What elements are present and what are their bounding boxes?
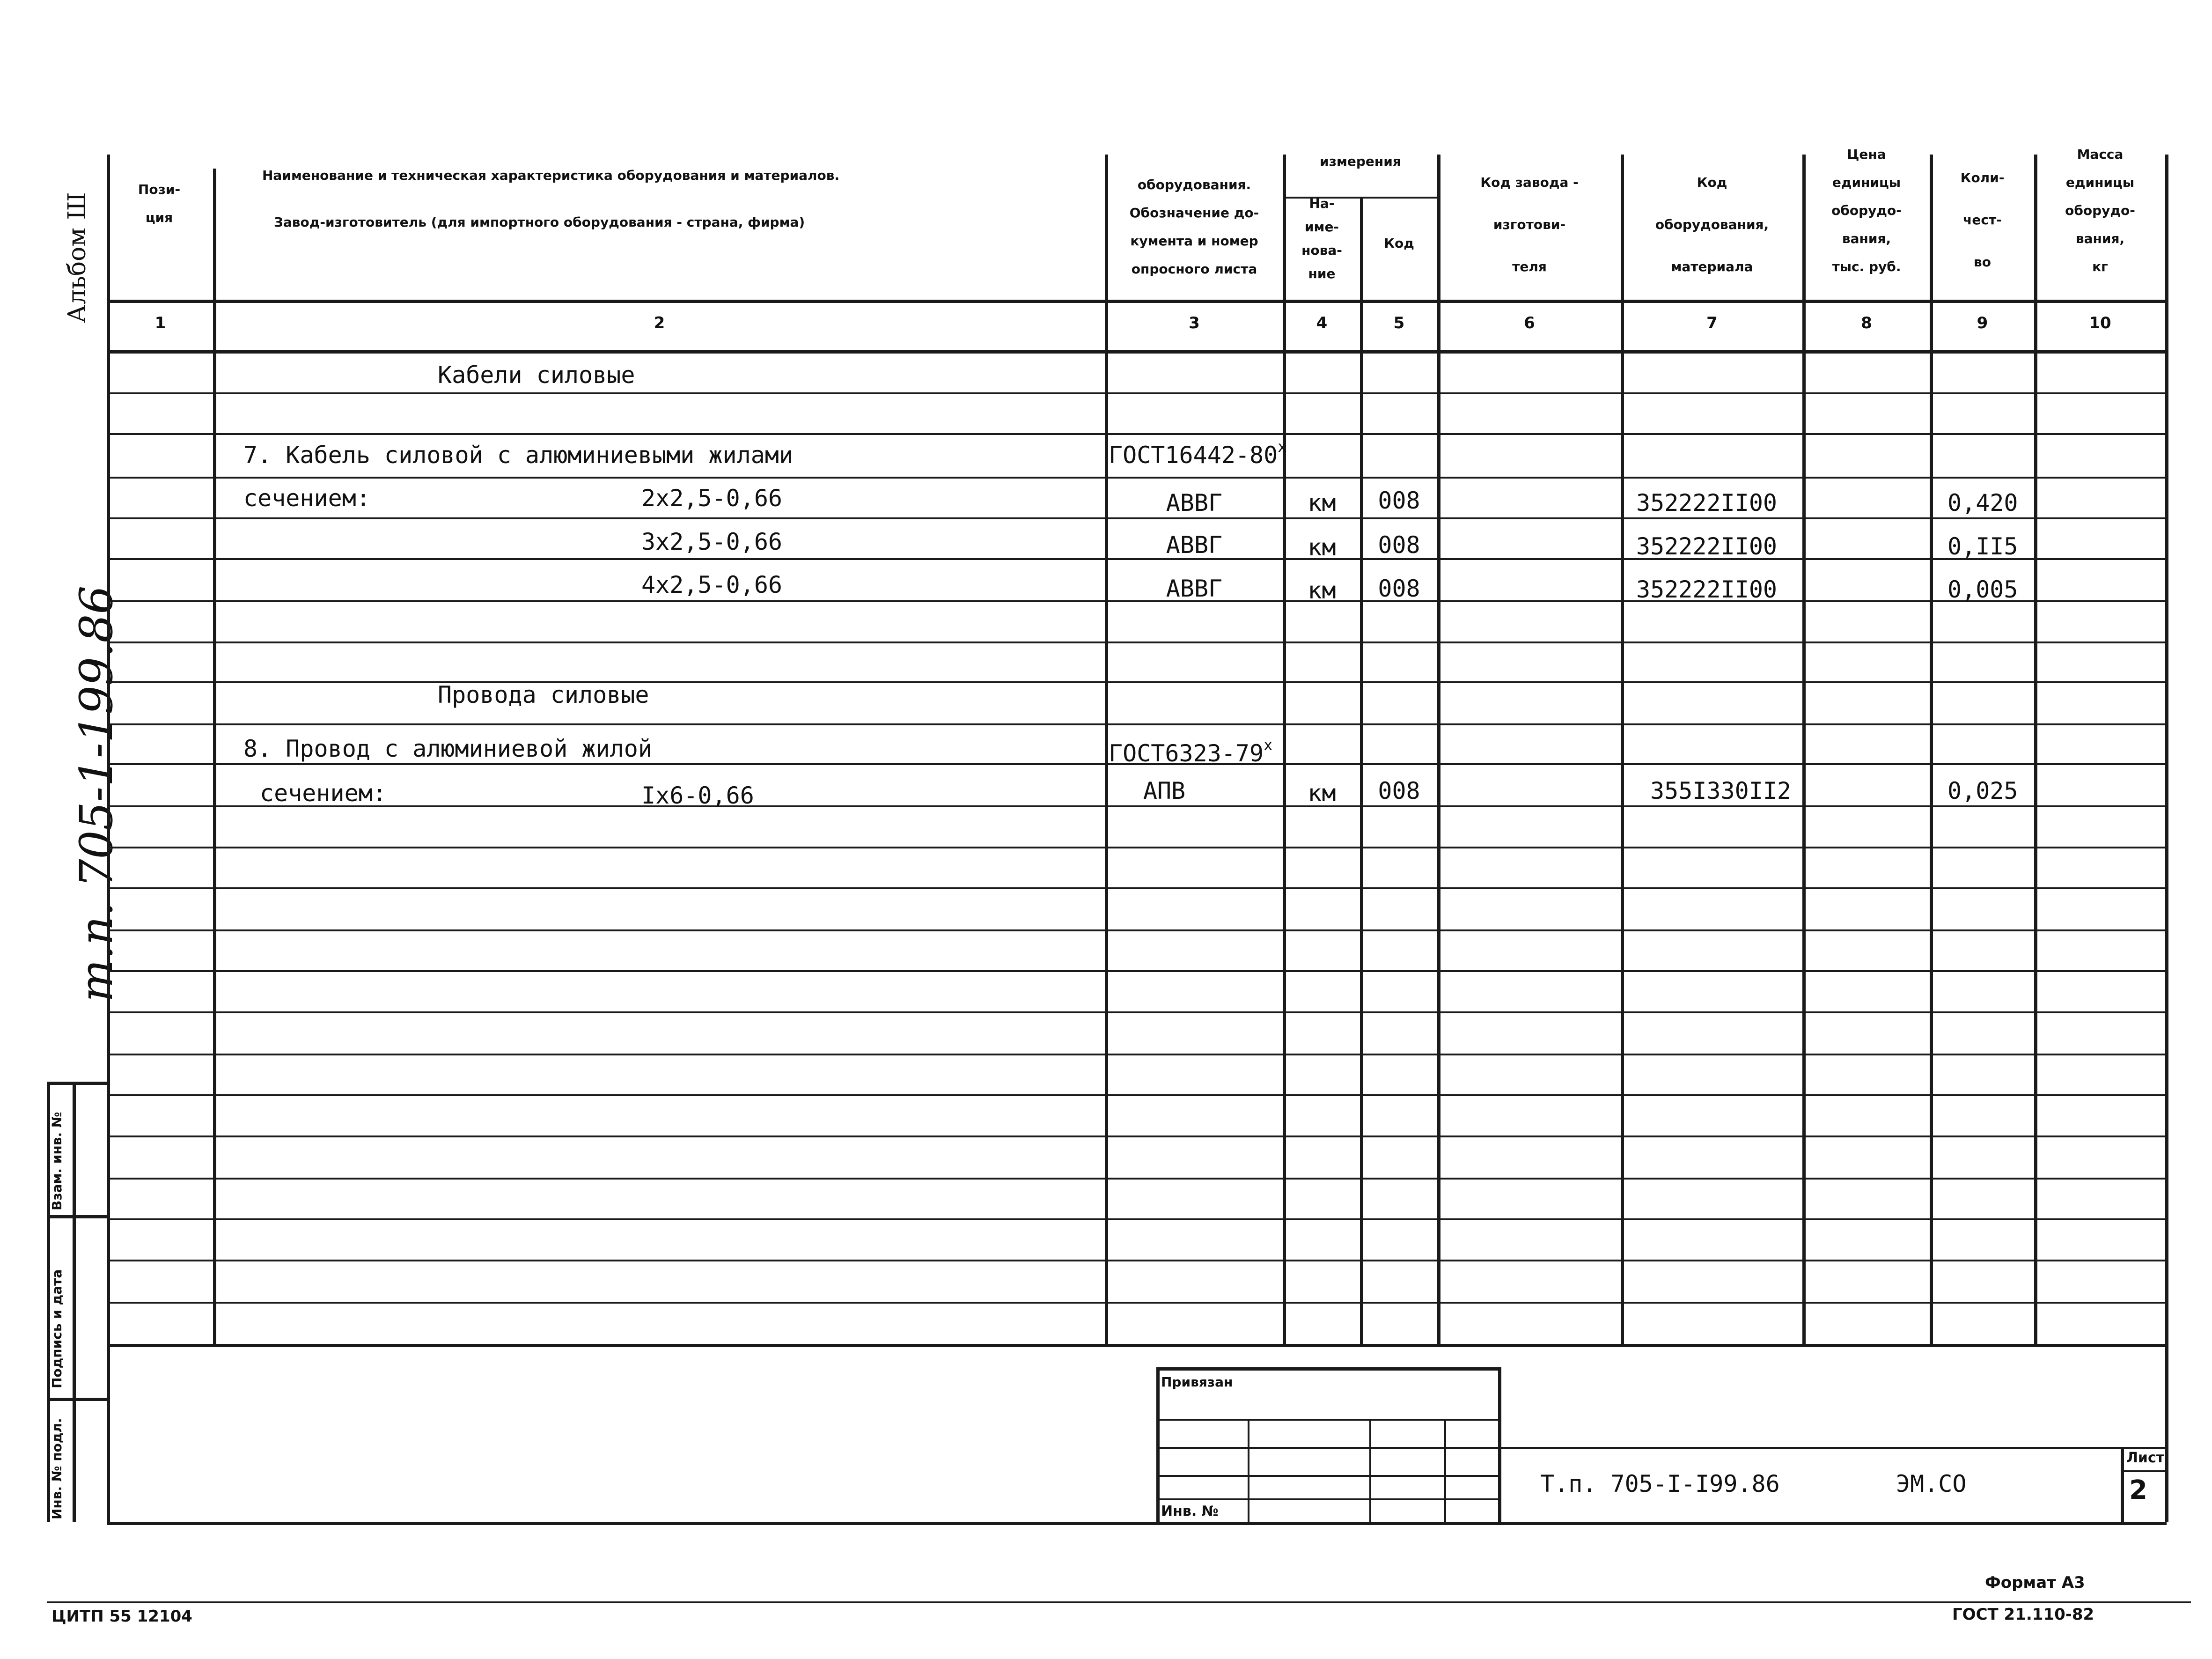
stamp-signature-date: Подпись и дата	[49, 1269, 65, 1388]
section-cables-title: Кабели силовые	[438, 361, 635, 389]
colnum-3: 3	[1189, 314, 1200, 332]
colnum-6: 6	[1524, 314, 1535, 332]
colnum-8: 8	[1861, 314, 1872, 332]
cable1-size: 2х2,5-0,66	[641, 485, 783, 512]
item8-section-label: сечением:	[260, 780, 387, 807]
section-wires-title: Провода силовые	[438, 681, 649, 708]
header-col1: Пози- ция	[138, 182, 181, 225]
project-code-handwritten: т.п. 705-1-199.86	[70, 585, 123, 1002]
item7-doc: $ГОСТ16442-80^х$	[1109, 438, 1287, 469]
cable2-code: 008	[1378, 531, 1420, 559]
cable1-code: 008	[1378, 487, 1420, 514]
header-col45-top: измерения	[1320, 154, 1401, 169]
wire1-qty: 0,025	[1947, 777, 2018, 804]
header-col3: оборудования. Обозначение до- кумента и номер опросного листа	[1129, 177, 1259, 277]
item7-section-label: сечением:	[243, 485, 370, 512]
sheet-label: Лист	[2126, 1450, 2165, 1466]
cable3-brand: АВВГ	[1166, 575, 1223, 602]
cable1-qty: 0,420	[1947, 489, 2018, 516]
colnum-9: 9	[1977, 314, 1988, 332]
header-col4: На- име- нова- ние	[1301, 196, 1342, 281]
colnum-1: 1	[154, 314, 166, 332]
item7-name: 7. Кабель силовой с алюминиевыми жилами	[243, 442, 793, 469]
colnum-2: 2	[654, 314, 665, 332]
cable2-brand: АВВГ	[1166, 531, 1223, 559]
header-col6: Код завода - изготови- теля	[1480, 175, 1579, 274]
cable2-qty: 0,II5	[1947, 533, 2018, 560]
header-col9: Коли- чест- во	[1960, 170, 2005, 270]
stamp-vzam-inv: Взам. инв. №	[49, 1112, 65, 1210]
album-label: Альбом Ш	[63, 192, 91, 323]
cable3-code: 008	[1378, 575, 1420, 602]
stamp-inv-podl: Инв. № подл.	[49, 1418, 65, 1519]
header-col5: Код	[1384, 236, 1414, 251]
header-col8: Цена единицы оборудо- вания, тыс. руб.	[1831, 147, 1902, 274]
stamp-strip-mid	[73, 1082, 76, 1522]
doc-designation: Т.п. 705-I-I99.86	[1540, 1470, 1780, 1497]
wire1-unit: км	[1308, 780, 1336, 807]
wire1-material: 355I330II2	[1650, 777, 1792, 804]
cable2-unit: км	[1308, 534, 1336, 561]
colnum-7: 7	[1706, 314, 1718, 332]
cable1-brand: АВВГ	[1166, 489, 1223, 516]
cable3-size: 4х2,5-0,66	[641, 571, 783, 598]
cable3-unit: км	[1308, 577, 1336, 604]
header-col2-line2: Завод-изготовитель (для импортного оборудования - страна, фирма)	[274, 214, 805, 230]
footer-left: ЦИТП 55 12104	[51, 1607, 192, 1626]
cable1-material: 352222II00	[1636, 489, 1778, 516]
cable3-qty: 0,005	[1947, 576, 2018, 603]
footer-gost: ГОСТ 21.110-82	[1952, 1605, 2094, 1624]
item8-doc: $ГОСТ6323-79^х$	[1109, 736, 1273, 767]
header-col7: Код оборудования, материала	[1655, 175, 1769, 274]
stamp-inv-label: Инв. №	[1161, 1503, 1219, 1519]
wire1-brand: АПВ	[1143, 777, 1186, 804]
sheet-number: 2	[2129, 1475, 2147, 1505]
doc-mark: ЭМ.СО	[1896, 1470, 1967, 1497]
colnum-5: 5	[1393, 314, 1405, 332]
footer-format: Формат А3	[1985, 1573, 2085, 1592]
stamp-bound-label: Привязан	[1161, 1374, 1233, 1390]
cable3-material: 352222II00	[1636, 576, 1778, 603]
cable1-unit: км	[1308, 489, 1336, 516]
header-col2-line1: Наименование и техническая характеристика оборудования и материалов.	[262, 168, 840, 183]
wire1-size: Iх6-0,66	[641, 782, 754, 809]
cable2-material: 352222II00	[1636, 533, 1778, 560]
wire1-code: 008	[1378, 777, 1420, 804]
item8-name: 8. Провод с алюминиевой жилой	[243, 735, 652, 762]
colnum-10: 10	[2089, 314, 2111, 332]
colnum-4: 4	[1316, 314, 1328, 332]
footer-rule	[47, 1601, 2191, 1603]
header-col10: Масса единицы оборудо- вания, кг	[2065, 147, 2135, 274]
cable2-size: 3х2,5-0,66	[641, 528, 783, 555]
